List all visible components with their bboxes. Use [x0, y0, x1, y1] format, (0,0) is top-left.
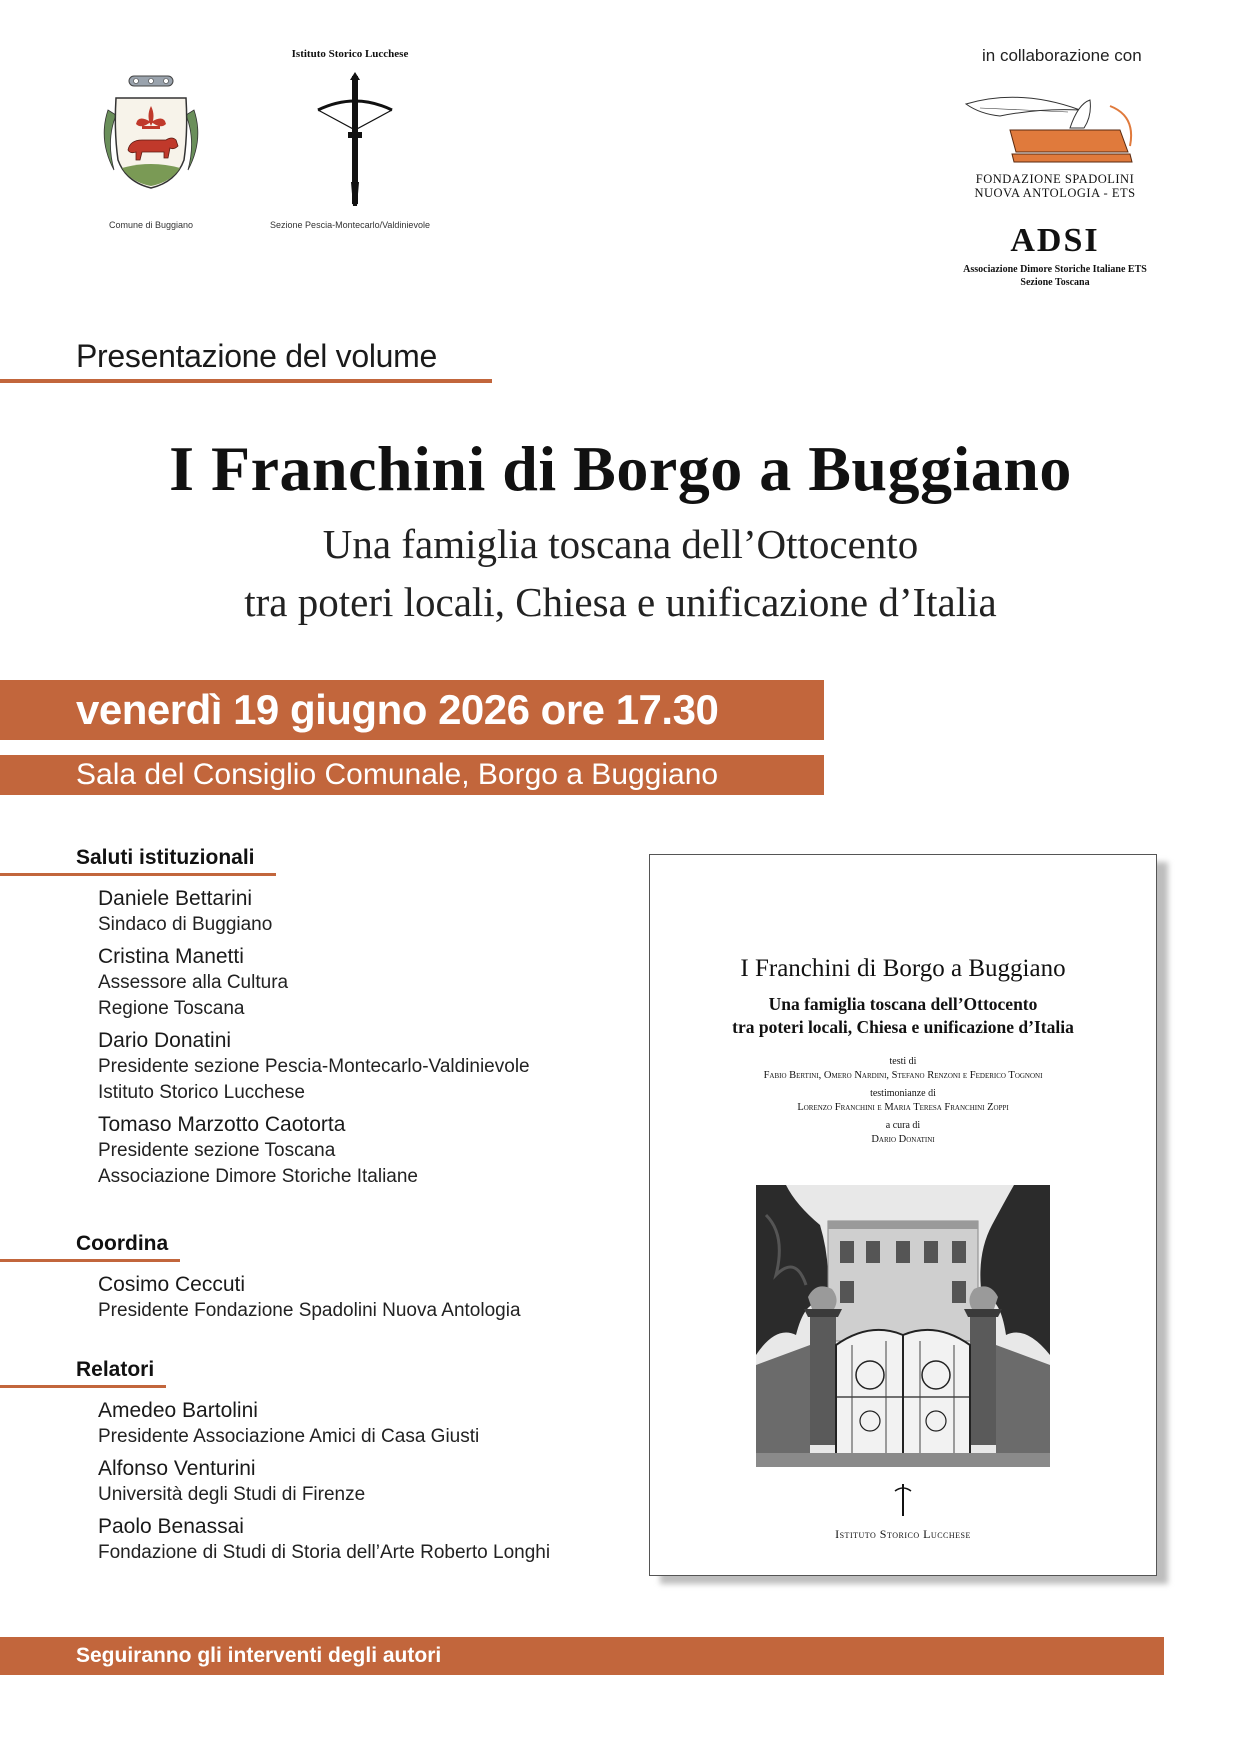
person-name: Paolo Benassai [98, 1515, 244, 1538]
person-role: Presidente Fondazione Spadolini Nuova Antologia [98, 1300, 521, 1321]
quill-book-icon [960, 86, 1150, 170]
event-subtitle-line1: Una famiglia toscana dell’Ottocento [322, 521, 919, 567]
person-role: Università degli Studi di Firenze [98, 1484, 366, 1505]
book-cover-testimonianze-authors: Lorenzo Franchini e Maria Teresa Franchini Zoppi [797, 1102, 1009, 1113]
fondazione-spadolini-logo [960, 86, 1150, 170]
section-underline-coordina [0, 1259, 180, 1262]
event-place-band: Sala del Consiglio Comunale, Borgo a Buggiano [0, 755, 824, 795]
comune-caption: Comune di Buggiano [108, 220, 194, 230]
person-role: Assessore alla Cultura [98, 972, 289, 993]
book-cover-cura-author: Dario Donatini [871, 1134, 935, 1145]
person-name: Cosimo Ceccuti [98, 1273, 246, 1296]
isl-title: Istituto Storico Lucchese [291, 48, 409, 60]
book-cover-subtitle-line1: Una famiglia toscana dell’Ottocento [768, 994, 1038, 1014]
fondazione-name-line1: FONDAZIONE SPADOLINI [975, 172, 1135, 186]
person-name: Amedeo Bartolini [98, 1399, 258, 1422]
event-subtitle-line2: tra poteri locali, Chiesa e unificazione d’Italia [244, 579, 997, 625]
person-role: Presidente sezione Toscana [98, 1140, 336, 1161]
coordina-list [98, 1272, 658, 1324]
book-cover-publisher: Istituto Storico Lucchese [835, 1527, 971, 1541]
section-heading-saluti: Saluti istituzionali [76, 846, 255, 869]
book-cover-testimonianze-label: testimonianze di [870, 1088, 936, 1099]
book-cover-testi-label: testi di [889, 1056, 917, 1067]
footer-band: Seguiranno gli interventi degli autori [0, 1637, 1164, 1675]
list-item [98, 1272, 658, 1324]
collaboration-label: in collaborazione con [982, 46, 1142, 65]
person-role: Presidente Associazione Amici di Casa Giusti [98, 1426, 480, 1447]
person-role: Fondazione di Studi di Storia dell’Arte Roberto Longhi [98, 1542, 551, 1563]
book-cover-photo [756, 1185, 1050, 1467]
adsi-name-line1: Associazione Dimore Storiche Italiane ETS [963, 264, 1147, 275]
book-cover-testi-authors: Fabio Bertini, Omero Nardini, Stefano Renzoni e Federico Tognoni [763, 1070, 1043, 1081]
section-heading-coordina: Coordina [76, 1232, 169, 1255]
section-underline-relatori [0, 1385, 166, 1388]
person-role: Regione Toscana [98, 998, 245, 1019]
list-item [98, 886, 618, 938]
villa-gate-photo [756, 1185, 1050, 1467]
book-cover-cura-label: a cura di [885, 1120, 921, 1131]
person-name: Daniele Bettarini [98, 887, 253, 910]
section-underline-saluti [0, 873, 276, 876]
person-role: Sindaco di Buggiano [98, 914, 273, 935]
adsi-name-line2: Sezione Toscana [1020, 277, 1090, 288]
list-item [98, 1112, 618, 1190]
event-title: I Franchini di Borgo a Buggiano [169, 433, 1072, 504]
person-name: Dario Donatini [98, 1029, 232, 1052]
person-role: Associazione Dimore Storiche Italiane [98, 1166, 418, 1187]
list-item [98, 1028, 618, 1106]
book-cover [649, 854, 1157, 1576]
event-date-band: venerdì 19 giugno 2026 ore 17.30 [0, 680, 824, 740]
book-cover-subtitle-line2: tra poteri locali, Chiesa e unificazione d’Italia [732, 1017, 1074, 1037]
comune-crest [96, 70, 206, 198]
person-name: Alfonso Venturini [98, 1457, 256, 1480]
person-role: Istituto Storico Lucchese [98, 1082, 305, 1103]
list-item [98, 1514, 678, 1566]
book-cover-crossbow-mark [893, 1483, 913, 1517]
crossbow-icon [893, 1483, 913, 1517]
person-role: Presidente sezione Pescia-Montecarlo-Valdinievole [98, 1056, 530, 1077]
saluti-list [98, 886, 618, 1190]
list-item [98, 1456, 678, 1508]
kicker-underline [0, 379, 492, 383]
person-name: Cristina Manetti [98, 945, 244, 968]
book-cover-title: I Franchini di Borgo a Buggiano [740, 955, 1066, 982]
crest-icon [96, 70, 206, 198]
person-name: Tomaso Marzotto Caotorta [98, 1113, 346, 1136]
relatori-list [98, 1398, 678, 1566]
list-item [98, 1398, 678, 1450]
adsi-logo: ADSI [1010, 222, 1100, 259]
list-item [98, 944, 618, 1022]
kicker-heading: Presentazione del volume [76, 338, 438, 374]
crossbow-icon [310, 72, 400, 212]
section-heading-relatori: Relatori [76, 1358, 155, 1381]
isl-crossbow-logo [310, 72, 400, 212]
isl-caption: Sezione Pescia-Montecarlo/Valdinievole [270, 220, 430, 230]
fondazione-name-line2: NUOVA ANTOLOGIA - ETS [974, 186, 1136, 200]
